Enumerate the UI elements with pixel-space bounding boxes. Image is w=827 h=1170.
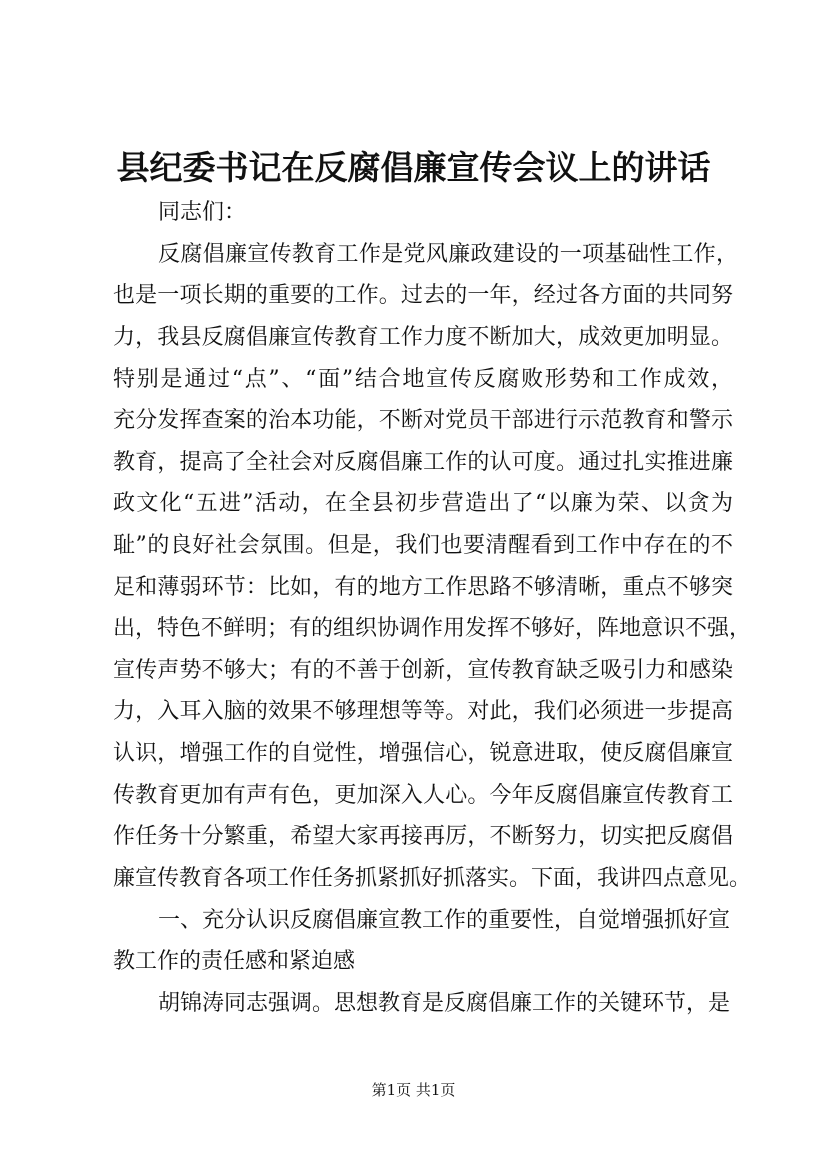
body-line: 宣传声势不够大；有的不善于创新，宣传教育缺乏吸引力和感染 (113, 658, 733, 683)
section-heading-line: 一、充分认识反腐倡廉宣教工作的重要性，自觉增强抓好宣 (158, 908, 731, 933)
body-line: 充分发挥查案的治本功能，不断对党员干部进行示范教育和警示 (113, 408, 733, 433)
body-line: 作任务十分繁重，希望大家再接再厉，不断努力，切实把反腐倡 (113, 824, 733, 849)
body-line: 特别是通过“点”、“面”结合地宣传反腐败形势和工作成效， (113, 367, 733, 392)
body-line: 也是一项长期的重要的工作。过去的一年，经过各方面的共同努 (113, 283, 733, 308)
body-line: 政文化“五进”活动，在全县初步营造出了“以廉为荣、以贪为 (113, 491, 733, 516)
body-line: 传教育更加有声有色，更加深入人心。今年反腐倡廉宣传教育工 (113, 783, 733, 808)
body-line: 耻”的良好社会氛围。但是，我们也要清醒看到工作中存在的不 (113, 533, 733, 558)
body-line: 力，入耳入脑的效果不够理想等等。对此，我们必须进一步提高 (113, 699, 733, 724)
section-heading-line: 教工作的责任感和紧迫感 (113, 949, 356, 974)
body-line: 出，特色不鲜明；有的组织协调作用发挥不够好，阵地意识不强， (113, 616, 752, 641)
body-line: 力，我县反腐倡廉宣传教育工作力度不断加大，成效更加明显。 (113, 325, 733, 350)
salutation: 同志们： (158, 200, 247, 225)
body-line: 教育，提高了全社会对反腐倡廉工作的认可度。通过扎实推进廉 (113, 450, 733, 475)
body-line: 认识，增强工作的自觉性，增强信心，锐意进取，使反腐倡廉宣 (113, 741, 733, 766)
body-line: 反腐倡廉宣传教育工作是党风廉政建设的一项基础性工作， (158, 242, 738, 267)
body-line: 足和薄弱环节：比如，有的地方工作思路不够清晰，重点不够突 (113, 575, 733, 600)
body-line: 廉宣传教育各项工作任务抓紧抓好抓落实。下面，我讲四点意见。 (113, 866, 752, 891)
body-line: 胡锦涛同志强调。思想教育是反腐倡廉工作的关键环节，是 (158, 991, 731, 1016)
page-footer: 第1页 共1页 (371, 1081, 456, 1099)
document-title: 县纪委书记在反腐倡廉宣传会议上的讲话 (116, 148, 711, 187)
